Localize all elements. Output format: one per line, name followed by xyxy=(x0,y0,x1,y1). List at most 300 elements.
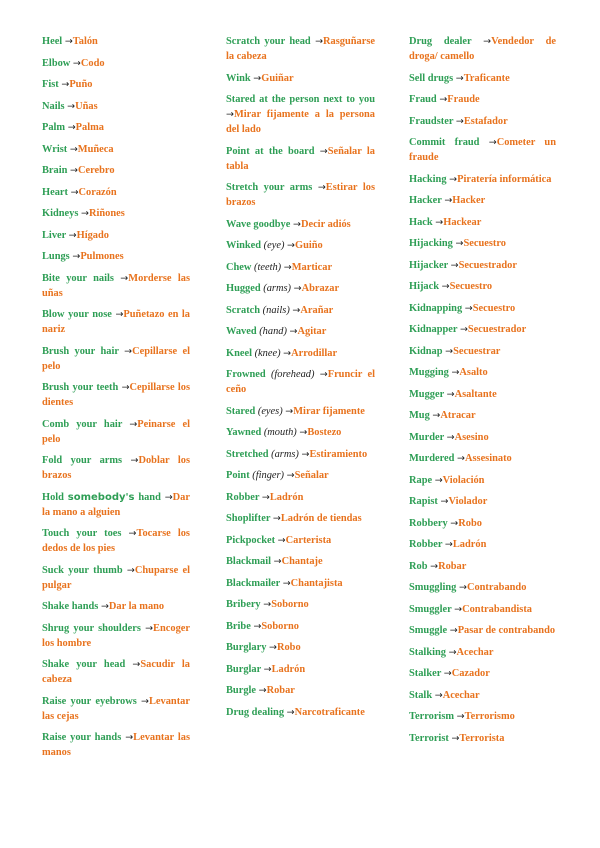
vocab-column-3 xyxy=(409,34,556,752)
english-term: Brush your hair xyxy=(42,345,119,357)
english-term: Scratch your head xyxy=(226,36,311,47)
spanish-translation: Muñeca xyxy=(77,143,114,155)
spanish-translation: Estafador xyxy=(463,115,508,127)
vocab-entry xyxy=(409,258,556,273)
english-term: Wrist xyxy=(42,143,68,155)
english-term: Blackmail xyxy=(226,556,272,567)
english-term: Raise your hands xyxy=(42,732,122,743)
spanish-translation: Robo xyxy=(458,517,482,529)
vocab-entry xyxy=(409,559,556,574)
spanish-translation: Rasguñarse la cabeza xyxy=(226,36,375,62)
arrow-icon: → xyxy=(444,539,453,550)
arrow-icon: → xyxy=(277,534,286,546)
arrow-icon: → xyxy=(285,405,294,417)
vocab-entry xyxy=(409,172,556,187)
english-term: Palm xyxy=(42,122,66,133)
body-part-note: (arms) xyxy=(271,448,299,460)
arrow-icon: → xyxy=(455,238,464,249)
english-term: Heel xyxy=(42,36,63,47)
english-term: Murder xyxy=(409,431,445,443)
vocab-entry xyxy=(226,468,375,483)
vocab-entry xyxy=(226,425,375,440)
spanish-translation: Soborno xyxy=(271,599,309,610)
spanish-translation: Acechar xyxy=(456,646,494,658)
spanish-translation: Chuparse el pulgar xyxy=(42,564,190,591)
vocab-entry xyxy=(226,324,375,339)
english-term: Burgle xyxy=(226,685,257,696)
vocab-entry xyxy=(409,193,556,208)
body-part-note: (eye) xyxy=(263,240,285,251)
vocab-entry xyxy=(42,77,190,92)
vocab-entry xyxy=(409,709,556,724)
arrow-icon: → xyxy=(434,474,443,486)
english-term: Pickpocket xyxy=(226,534,276,546)
spanish-translation: Cepillarse el pelo xyxy=(42,345,190,372)
english-term: Robber xyxy=(226,491,260,503)
english-term: Brain xyxy=(42,165,68,176)
vocab-entry xyxy=(42,344,190,374)
vocab-entry xyxy=(226,92,375,137)
english-term: Burglary xyxy=(226,642,267,653)
english-term: Liver xyxy=(42,229,67,241)
spanish-translation: Guiño xyxy=(295,240,323,251)
english-term: Hijacker xyxy=(409,259,449,271)
english-term: Frowned xyxy=(226,369,266,380)
body-part-note: (mouth) xyxy=(263,427,297,438)
spanish-translation: Hígado xyxy=(76,229,109,241)
vocab-entry xyxy=(409,71,556,86)
vocab-entry xyxy=(226,34,375,64)
spanish-translation: Arrodillar xyxy=(291,347,338,359)
vocab-entry xyxy=(226,597,375,612)
body-part-note: (eyes) xyxy=(257,405,283,417)
arrow-icon: → xyxy=(273,556,282,567)
spanish-translation: Uñas xyxy=(75,100,98,112)
spanish-translation: Dar la mano xyxy=(108,601,165,612)
spanish-translation: Atracar xyxy=(440,410,476,421)
english-term: Mugging xyxy=(409,367,449,378)
vocab-entry xyxy=(409,215,556,230)
arrow-icon: → xyxy=(272,513,281,524)
spanish-translation: Asesino xyxy=(454,431,489,443)
arrow-icon: → xyxy=(126,564,135,576)
vocab-entry xyxy=(42,249,190,264)
arrow-icon: → xyxy=(451,732,460,744)
arrow-icon: → xyxy=(286,470,295,481)
vocab-entry xyxy=(409,301,556,316)
english-term: Kneel xyxy=(226,347,252,359)
english-term: Lungs xyxy=(42,251,70,262)
arrow-icon: → xyxy=(258,685,267,696)
vocab-entry xyxy=(409,451,556,466)
vocab-entry xyxy=(42,34,190,49)
arrow-icon: → xyxy=(261,491,270,503)
vocab-entry xyxy=(226,238,375,253)
spanish-translation: Pulmones xyxy=(80,251,124,262)
arrow-icon: → xyxy=(293,283,302,294)
english-term: Kidnapping xyxy=(409,302,463,314)
spanish-translation: Acechar xyxy=(442,689,480,701)
english-term: Shake hands xyxy=(42,601,99,612)
english-term: Burglar xyxy=(226,663,262,675)
vocab-entry xyxy=(409,516,556,531)
arrow-icon: → xyxy=(434,689,443,701)
arrow-icon: → xyxy=(454,603,463,615)
english-term: Winked xyxy=(226,240,262,251)
arrow-icon: → xyxy=(445,345,454,357)
spanish-translation: Ladrón xyxy=(452,539,487,550)
arrow-icon: → xyxy=(289,326,298,337)
spanish-translation: Traficante xyxy=(463,72,510,84)
vocab-entry xyxy=(42,142,190,157)
vocab-entry xyxy=(409,365,556,380)
english-term: Hacker xyxy=(409,195,442,206)
vocab-entry xyxy=(409,34,556,64)
english-term: Hijacking xyxy=(409,238,453,249)
vocab-entry xyxy=(409,135,556,165)
arrow-icon: → xyxy=(443,668,452,679)
english-term: Raise your eyebrows xyxy=(42,695,137,707)
body-part-note: (hand) xyxy=(259,326,287,337)
arrow-icon: → xyxy=(141,695,149,707)
english-term: Shoplifter xyxy=(226,513,271,524)
english-term-continued: hand xyxy=(138,491,161,503)
arrow-icon: → xyxy=(299,427,308,438)
body-part-note: (finger) xyxy=(252,470,285,481)
vocab-entry xyxy=(226,404,375,419)
spanish-translation: Secuestrar xyxy=(453,345,501,357)
spanish-translation: Talón xyxy=(72,36,98,47)
spanish-translation: Cometer un fraude xyxy=(409,137,556,163)
english-term: Mugger xyxy=(409,388,445,400)
english-term: Hugged xyxy=(226,283,261,294)
vocab-entry xyxy=(409,731,556,746)
vocab-entry xyxy=(409,494,556,509)
arrow-icon: → xyxy=(253,620,262,632)
english-term: Hacking xyxy=(409,173,447,185)
vocab-entry xyxy=(409,387,556,402)
english-term: Kidnapper xyxy=(409,324,458,335)
english-term: Bribe xyxy=(226,620,251,632)
vocab-entry xyxy=(409,473,556,488)
spanish-translation: Codo xyxy=(80,57,105,69)
arrow-icon: → xyxy=(282,577,291,589)
arrow-icon: → xyxy=(444,195,453,206)
spanish-translation: Agitar xyxy=(297,326,327,337)
english-term: Sell drugs xyxy=(409,72,454,84)
vocab-entry xyxy=(42,380,190,410)
spanish-translation: Arañar xyxy=(300,304,334,316)
spanish-translation: Violador xyxy=(448,496,488,507)
english-term: Fraud xyxy=(409,94,437,105)
english-term: Hold xyxy=(42,491,64,503)
english-term: Drug dealer xyxy=(409,36,472,47)
spanish-translation: Puñetazo en la nariz xyxy=(42,309,191,335)
vocab-entry xyxy=(42,56,190,71)
vocab-entry xyxy=(226,576,375,591)
spanish-translation: Vendedor de droga/ camello xyxy=(409,36,556,62)
arrow-icon: → xyxy=(449,173,458,185)
spanish-translation: Sacudir la cabeza xyxy=(42,659,190,685)
english-term: Fold your arms xyxy=(42,455,123,466)
spanish-translation: Assesinato xyxy=(464,453,512,464)
vocab-entry xyxy=(42,657,190,687)
vocab-entry xyxy=(226,511,375,526)
vocab-entry xyxy=(409,279,556,294)
spanish-translation: Guiñar xyxy=(261,72,294,84)
vocab-entry xyxy=(226,180,375,210)
vocab-entry xyxy=(409,114,556,129)
english-term: Terrorism xyxy=(409,711,455,722)
english-term: Robber xyxy=(409,539,443,550)
vocab-entry xyxy=(409,408,556,423)
spanish-translation: Carterista xyxy=(285,534,332,546)
english-term: Smuggle xyxy=(409,625,448,636)
english-term: Suck your thumb xyxy=(42,564,123,576)
arrow-icon: → xyxy=(292,304,301,316)
vocab-entry xyxy=(226,260,375,275)
spanish-translation: Fraude xyxy=(447,94,480,105)
spanish-translation: Secuestro xyxy=(463,238,506,249)
english-term: Bite your nails xyxy=(42,272,114,284)
spanish-translation: Estirar los brazos xyxy=(226,182,375,208)
spanish-translation: Doblar los brazos xyxy=(42,455,190,481)
spanish-translation: Soborno xyxy=(261,620,299,632)
english-term: Bribery xyxy=(226,599,261,610)
vocab-entry xyxy=(409,602,556,617)
vocab-entry xyxy=(226,705,375,720)
english-term: Hijack xyxy=(409,281,440,292)
arrow-icon: → xyxy=(124,345,133,357)
spanish-translation: Señalar la tabla xyxy=(226,145,375,172)
vocab-entry xyxy=(226,303,375,318)
vocab-entry xyxy=(42,228,190,243)
spanish-translation: Violación xyxy=(442,474,485,486)
arrow-icon: → xyxy=(129,418,138,430)
arrow-icon: → xyxy=(164,491,173,503)
english-term: Stared xyxy=(226,405,256,417)
arrow-icon: → xyxy=(455,115,464,127)
vocab-entry xyxy=(409,92,556,107)
english-term: Waved xyxy=(226,326,257,337)
arrow-icon: → xyxy=(130,455,139,466)
vocab-entry xyxy=(409,537,556,552)
spanish-translation: Terrorista xyxy=(459,732,505,744)
spanish-translation: Contrabando xyxy=(466,582,527,593)
spanish-translation: Marticar xyxy=(291,261,333,273)
spanish-translation: Decir adiós xyxy=(300,218,351,230)
spanish-translation: Ladrón xyxy=(271,663,306,675)
vocab-entry xyxy=(42,526,190,556)
vocab-entry xyxy=(226,144,375,174)
spanish-translation: Chantajista xyxy=(290,577,343,589)
arrow-icon: → xyxy=(67,122,76,133)
spanish-translation: Ladrón de tiendas xyxy=(280,513,362,524)
spanish-translation: Corazón xyxy=(78,186,117,198)
arrow-icon: → xyxy=(451,367,460,378)
arrow-icon: → xyxy=(458,582,467,593)
arrow-icon: → xyxy=(441,281,450,292)
vocab-entry xyxy=(42,453,190,483)
vocab-entry xyxy=(409,623,556,638)
spanish-translation: Señalar xyxy=(294,470,329,481)
vocab-entry xyxy=(42,206,190,221)
english-term: Stalking xyxy=(409,646,446,658)
arrow-icon: → xyxy=(226,109,234,120)
english-term: Smuggler xyxy=(409,603,452,615)
vocab-entry xyxy=(409,688,556,703)
vocab-entry xyxy=(226,447,375,462)
arrow-icon: → xyxy=(317,182,326,193)
arrow-icon: → xyxy=(263,663,272,675)
english-term: Fraudster xyxy=(409,115,454,127)
arrow-icon: → xyxy=(145,622,154,634)
english-term: Stared at the person next to you xyxy=(226,94,375,105)
spanish-translation: Pasar de contrabando xyxy=(457,625,556,636)
english-term: Mug xyxy=(409,410,430,421)
arrow-icon: → xyxy=(72,57,81,69)
english-term: Rape xyxy=(409,474,433,486)
arrow-icon: → xyxy=(448,646,457,658)
arrow-icon: → xyxy=(446,388,455,400)
arrow-icon: → xyxy=(67,100,76,112)
english-term: Yawned xyxy=(226,427,262,438)
arrow-icon: → xyxy=(121,382,130,393)
arrow-icon: → xyxy=(72,251,81,262)
vocab-entry xyxy=(42,563,190,593)
spanish-translation: Secuestrador xyxy=(467,324,527,335)
english-term: Scratch xyxy=(226,304,261,316)
vocab-entry xyxy=(226,683,375,698)
arrow-icon: → xyxy=(432,410,441,421)
arrow-icon: → xyxy=(132,659,141,670)
vocab-entry xyxy=(42,120,190,135)
arrow-icon: → xyxy=(464,302,473,314)
arrow-icon: → xyxy=(283,261,292,273)
spanish-translation: Cepillarse los dientes xyxy=(42,382,190,408)
english-term: Rapist xyxy=(409,496,438,507)
spanish-translation: Secuestrador xyxy=(458,259,517,271)
arrow-icon: → xyxy=(319,369,328,380)
spanish-translation: Contrabandista xyxy=(462,603,532,615)
english-term: Terrorist xyxy=(409,732,449,744)
vocab-entry xyxy=(409,645,556,660)
spanish-translation: Levantar las cejas xyxy=(42,695,190,722)
spanish-translation: Abrazar xyxy=(301,283,340,294)
english-term: Blackmailer xyxy=(226,577,281,589)
spanish-translation: Puño xyxy=(69,79,93,90)
english-term: Hack xyxy=(409,216,433,228)
arrow-icon: → xyxy=(301,448,310,460)
vocab-entry xyxy=(409,430,556,445)
arrow-icon: → xyxy=(128,528,137,539)
arrow-icon: → xyxy=(100,601,109,612)
arrow-icon: → xyxy=(450,517,459,529)
english-term: Elbow xyxy=(42,57,71,69)
arrow-icon: → xyxy=(286,706,295,718)
body-part-note: (forehead) xyxy=(270,369,315,380)
vocab-entry xyxy=(226,619,375,634)
vocab-entry xyxy=(42,490,190,520)
vocab-entry xyxy=(42,694,190,724)
arrow-icon: → xyxy=(64,36,73,47)
english-term: Rob xyxy=(409,560,428,572)
english-term: Commit fraud xyxy=(409,137,480,148)
spanish-translation: Peinarse el pelo xyxy=(42,418,190,445)
english-term: Blow your nose xyxy=(42,309,112,320)
arrow-icon: → xyxy=(263,599,272,610)
english-term: Drug dealing xyxy=(226,706,285,718)
arrow-icon: → xyxy=(455,72,464,84)
spanish-translation: Secuestro xyxy=(472,302,516,314)
arrow-icon: → xyxy=(457,453,465,464)
english-term-emphasis: somebody's xyxy=(67,491,135,503)
vocab-entry xyxy=(42,307,190,337)
body-part-note: (teeth) xyxy=(254,261,282,273)
spanish-translation: Terrorismo xyxy=(464,711,515,722)
arrow-icon: → xyxy=(287,240,295,251)
spanish-translation: Hacker xyxy=(452,195,486,206)
vocab-entry xyxy=(226,640,375,655)
spanish-translation: Cerebro xyxy=(77,165,115,176)
vocab-entry xyxy=(42,621,190,651)
arrow-icon: → xyxy=(459,324,468,335)
spanish-translation: Ladrón xyxy=(269,491,304,503)
spanish-translation: Asaltante xyxy=(454,388,497,400)
vocab-entry xyxy=(42,99,190,114)
spanish-translation: Robo xyxy=(276,642,301,653)
spanish-translation: Robar xyxy=(266,685,295,696)
spanish-translation: Narcotraficante xyxy=(294,706,365,718)
arrow-icon: → xyxy=(449,625,458,636)
body-part-note: (arms) xyxy=(263,283,291,294)
english-term: Smuggling xyxy=(409,582,457,593)
vocab-entry xyxy=(42,599,190,614)
english-term: Stretched xyxy=(226,448,269,460)
arrow-icon: → xyxy=(439,94,448,105)
arrow-icon: → xyxy=(115,309,124,320)
spanish-translation: Piratería informática xyxy=(457,173,552,185)
english-term: Stalker xyxy=(409,668,442,679)
english-term: Chew xyxy=(226,261,252,273)
spanish-translation: Bostezo xyxy=(307,427,342,438)
spanish-translation: Dar la mano a alguien xyxy=(42,491,190,518)
arrow-icon: → xyxy=(292,218,301,230)
vocab-entry xyxy=(42,417,190,447)
spanish-translation: Palma xyxy=(75,122,104,133)
arrow-icon: → xyxy=(253,72,262,84)
english-term: Kidnap xyxy=(409,345,443,357)
spanish-translation: Estiramiento xyxy=(309,448,368,460)
vocab-entry xyxy=(226,533,375,548)
body-part-note: (nails) xyxy=(262,304,290,316)
arrow-icon: → xyxy=(61,79,70,90)
english-term: Comb your hair xyxy=(42,418,123,430)
arrow-icon: → xyxy=(68,229,77,241)
spanish-translation: Secuestro xyxy=(449,281,493,292)
spanish-translation: Morderse las uñas xyxy=(42,272,190,299)
english-term: Wink xyxy=(226,72,251,84)
arrow-icon: → xyxy=(450,259,459,271)
spanish-translation: Robar xyxy=(438,560,467,572)
arrow-icon: → xyxy=(430,560,439,572)
arrow-icon: → xyxy=(125,732,134,743)
vocab-entry xyxy=(409,580,556,595)
vocab-entry xyxy=(226,554,375,569)
vocab-entry xyxy=(409,666,556,681)
vocab-entry xyxy=(409,322,556,337)
arrow-icon: → xyxy=(269,642,277,653)
